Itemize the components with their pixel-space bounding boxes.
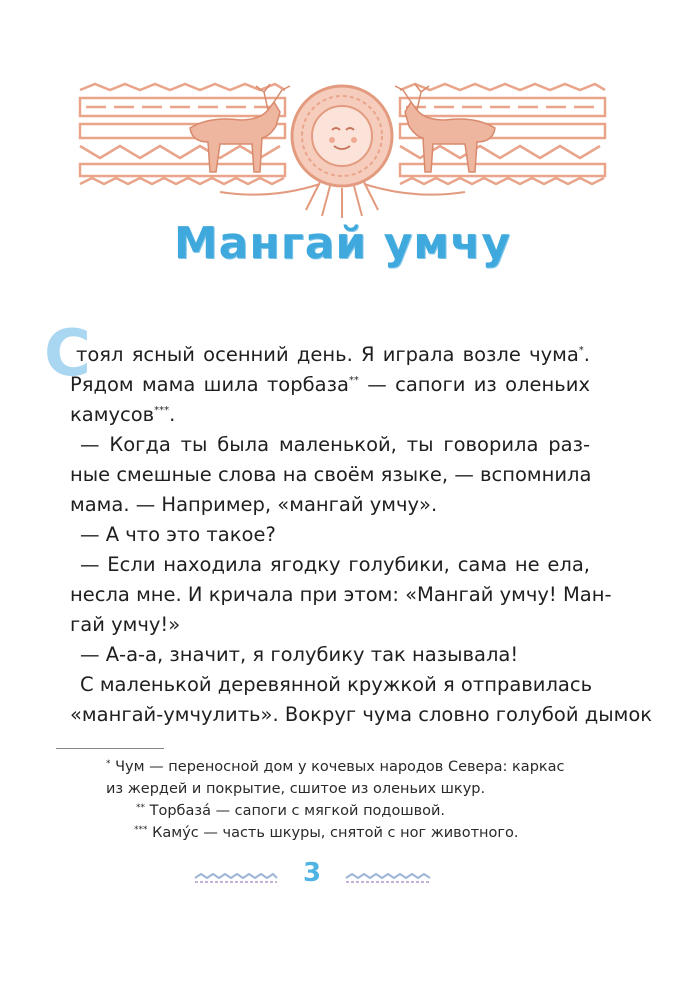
text-line: — Если находила ягодку голубики, сама не ела,: [80, 553, 590, 576]
footnote: из жердей и покрытие, сшитое из оленьих шкур.: [106, 781, 486, 797]
text-line: — А что это такое?: [80, 523, 276, 546]
page-footer: [0, 858, 685, 898]
footnote: ** Торбаза́ — сапоги с мягкой подошвой.: [136, 803, 446, 819]
footnotes: [56, 756, 565, 844]
text-line: ные смешные слова на своём языке, — вспомнила: [70, 463, 592, 486]
text-line: «мангай-умчулить». Вокруг чума словно голубой дымок: [70, 703, 653, 726]
text-line: камусов***.: [70, 403, 176, 426]
page-number: 3: [302, 858, 322, 888]
text-line: тоял ясный осенний день. Я играла возле чума*.: [76, 343, 590, 366]
footnote-mark: **: [348, 375, 359, 386]
zigzag-ornament-icon: [193, 870, 278, 886]
story-text: [44, 317, 653, 730]
footnote: *** Каму́с — часть шкуры, снятой с ног животного.: [134, 825, 519, 841]
footnote-divider: [56, 748, 164, 749]
drop-cap: С: [44, 317, 91, 391]
text-line: — А-а-а, значит, я голубику так называла!: [80, 643, 519, 666]
text-line: — Когда ты была маленькой, ты говорила раз-: [80, 433, 590, 456]
footnote: * Чум — переносной дом у кочевых народов Севера: каркас: [106, 759, 565, 775]
footnote-mark: ***: [154, 405, 170, 416]
page-title: Мангай умчу: [173, 218, 512, 269]
zigzag-ornament-icon: [344, 870, 432, 886]
text-line: гай умчу!»: [70, 613, 181, 636]
text-line: С маленькой деревянной кружкой я отправилась: [80, 673, 593, 696]
text-line: несла мне. И кричала при этом: «Мангай умчу! Ман-: [70, 583, 612, 606]
text-line: мама. — Например, «мангай умчу».: [70, 493, 438, 516]
footnote-mark: *: [578, 345, 584, 356]
reindeer-sun-ornament-icon: [70, 80, 615, 220]
text-line: Рядом мама шила торбаза** — сапоги из оленьих: [70, 373, 590, 396]
